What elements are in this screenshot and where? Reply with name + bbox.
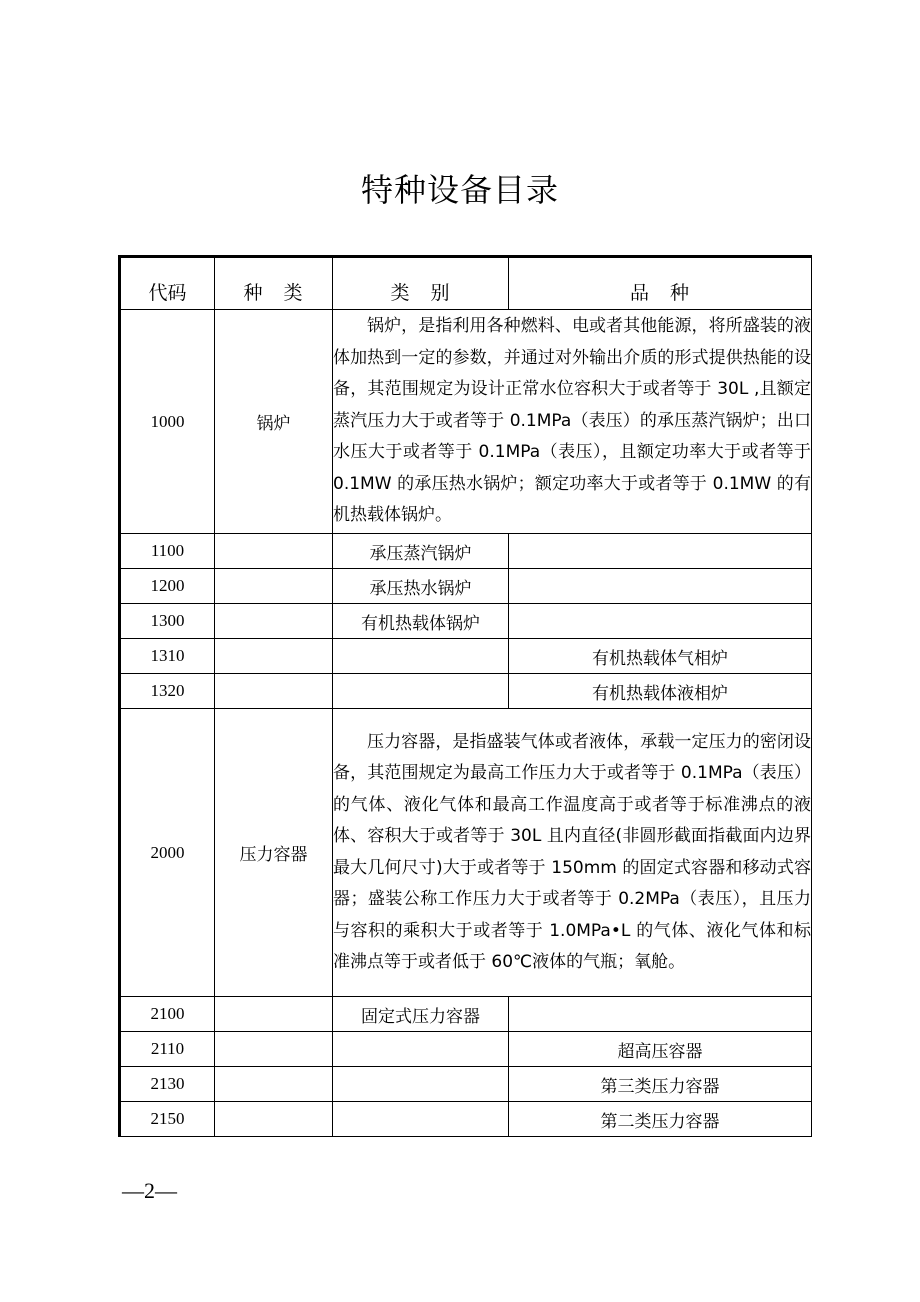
kind-cell [215, 604, 333, 639]
table-row [120, 534, 812, 569]
kind-cell [215, 569, 333, 604]
header-code: 代码 [120, 257, 215, 310]
category-cell: 承压蒸汽锅炉 [333, 534, 509, 569]
kind-cell: 压力容器 [215, 709, 333, 997]
header-kind: 种 类 [215, 257, 333, 310]
kind-cell [215, 674, 333, 709]
category-cell [333, 1102, 509, 1137]
kind-cell [215, 997, 333, 1032]
table-row-pressure-vessel [120, 709, 812, 997]
code-cell: 2110 [120, 1032, 215, 1067]
variety-cell: 有机热载体气相炉 [509, 639, 812, 674]
table-row-boiler [120, 310, 812, 534]
variety-cell: 第三类压力容器 [509, 1067, 812, 1102]
variety-cell: 超高压容器 [509, 1032, 812, 1067]
table-row [120, 997, 812, 1032]
code-cell: 2150 [120, 1102, 215, 1137]
kind-cell: 锅炉 [215, 310, 333, 534]
kind-cell [215, 1032, 333, 1067]
code-cell: 2100 [120, 997, 215, 1032]
code-cell: 1000 [120, 310, 215, 534]
code-cell: 2130 [120, 1067, 215, 1102]
variety-cell: 第二类压力容器 [509, 1102, 812, 1137]
table-row [120, 639, 812, 674]
variety-cell [509, 569, 812, 604]
kind-cell [215, 534, 333, 569]
variety-cell [509, 534, 812, 569]
code-cell: 2000 [120, 709, 215, 997]
code-cell: 1310 [120, 639, 215, 674]
table-row [120, 1032, 812, 1067]
equipment-catalog-table [118, 255, 812, 1137]
page-number: —2— [122, 1178, 177, 1203]
category-cell [333, 1032, 509, 1067]
variety-cell: 有机热载体液相炉 [509, 674, 812, 709]
header-category: 类 别 [333, 257, 509, 310]
category-cell: 固定式压力容器 [333, 997, 509, 1032]
variety-cell [509, 997, 812, 1032]
table-row [120, 604, 812, 639]
category-cell: 有机热载体锅炉 [333, 604, 509, 639]
variety-cell [509, 604, 812, 639]
code-cell: 1300 [120, 604, 215, 639]
category-cell [333, 1067, 509, 1102]
kind-cell [215, 1102, 333, 1137]
page-title: 特种设备目录 [360, 171, 559, 209]
kind-cell [215, 1067, 333, 1102]
table-header-row [120, 257, 812, 310]
description-cell: 压力容器，是指盛装气体或者液体，承载一定压力的密闭设备，其范围规定为最高工作压力大于或者等于 0.1MPa（表压）的气体、液化气体和最高工作温度高于或者等于标准沸点的液体、容积大于或者等于 30L 且内直径(非圆形截面指截面内边界最大几何尺寸)大于或者等于 150mm 的固定式容器和移动式容器；盛装公称工作压力大于或者等于 0.2MPa（表压），且压力与容积的乘积大于或者等于 1.0MPa•L 的气体、液化气体和标准沸点等于或者低于 60℃液体的气瓶；氧舱。 [333, 709, 812, 997]
code-cell: 1200 [120, 569, 215, 604]
table-row [120, 674, 812, 709]
category-cell: 承压热水锅炉 [333, 569, 509, 604]
table-row [120, 1102, 812, 1137]
header-variety: 品 种 [509, 257, 812, 310]
code-cell: 1100 [120, 534, 215, 569]
category-cell [333, 674, 509, 709]
description-cell: 锅炉，是指利用各种燃料、电或者其他能源，将所盛装的液体加热到一定的参数，并通过对外输出介质的形式提供热能的设备，其范围规定为设计正常水位容积大于或者等于 30L ,且额定蒸汽压力大于或者等于 0.1MPa（表压）的承压蒸汽锅炉；出口水压大于或者等于 0.1MPa（表压），且额定功率大于或者等于 0.1MW 的承压热水锅炉；额定功率大于或者等于 0.1MW 的有机热载体锅炉。 [333, 310, 812, 534]
table-row [120, 569, 812, 604]
kind-cell [215, 639, 333, 674]
category-cell [333, 639, 509, 674]
table-row [120, 1067, 812, 1102]
code-cell: 1320 [120, 674, 215, 709]
